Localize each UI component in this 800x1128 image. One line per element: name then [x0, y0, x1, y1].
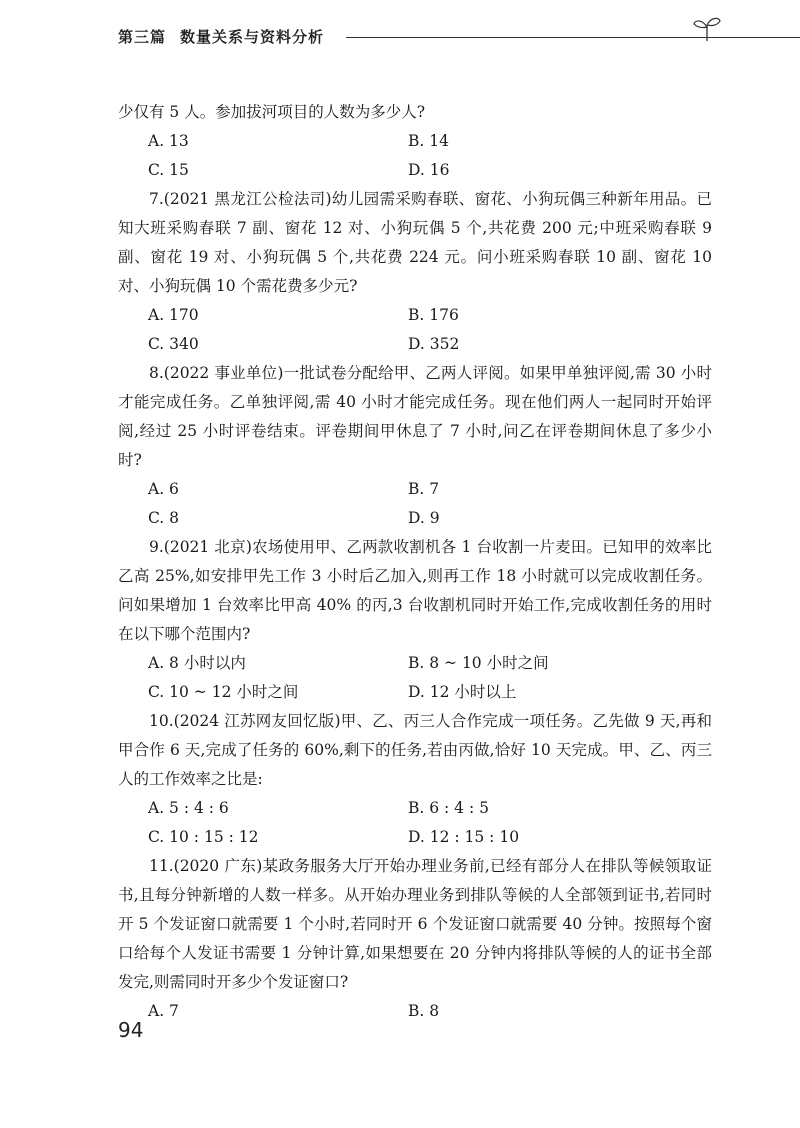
question-text: 8.(2022 事业单位)一批试卷分配给甲、乙两人评阅。如果甲单独评阅,需 30 小时才能完成任务。乙单独评阅,需 40 小时才能完成任务。现在他们两人一起同时开始评阅,经过 25 小时评卷结束。评卷期间甲休息了 7 小时,问乙在评卷期间休息了多少小时? — [118, 364, 712, 469]
answer-option: C. 340 — [148, 335, 199, 353]
header-section-title: 数量关系与资料分析 — [180, 28, 325, 46]
answer-option: D. 352 — [408, 335, 460, 353]
answer-option: B. 14 — [408, 132, 449, 150]
continued-text: 少仅有 5 人。参加拔河项目的人数为多少人? — [118, 103, 426, 121]
answer-options — [118, 475, 712, 533]
answer-options — [118, 997, 712, 1026]
answer-options — [118, 127, 712, 185]
answer-option: B. 8 — [408, 1002, 440, 1020]
page-content — [118, 98, 712, 1026]
answer-option: B. 6 : 4 : 5 — [408, 799, 489, 817]
answer-options — [118, 649, 712, 707]
answer-options — [118, 794, 712, 852]
header-title — [118, 26, 324, 47]
answer-option: B. 8 ~ 10 小时之间 — [408, 654, 549, 672]
answer-option: A. 7 — [148, 1002, 179, 1020]
answer-option: D. 12 : 15 : 10 — [408, 828, 520, 846]
header-part: 第三篇 — [118, 28, 167, 46]
answer-option: A. 8 小时以内 — [148, 654, 246, 672]
answer-option: C. 8 — [148, 509, 180, 527]
question-text: 10.(2024 江苏网友回忆版)甲、乙、丙三人合作完成一项任务。乙先做 9 天,再和甲合作 6 天,完成了任务的 60%,剩下的任务,若由丙做,恰好 10 天完成。甲、乙、丙三人的工作效率之比是: — [118, 712, 712, 788]
answer-option: A. 170 — [148, 306, 199, 324]
answer-option: A. 13 — [148, 132, 189, 150]
answer-option: C. 10 : 15 : 12 — [148, 828, 259, 846]
answer-option: A. 6 — [148, 480, 179, 498]
answer-option: D. 9 — [408, 509, 440, 527]
answer-option: B. 7 — [408, 480, 440, 498]
header-rule — [346, 37, 800, 38]
question-text: 9.(2021 北京)农场使用甲、乙两款收割机各 1 台收割一片麦田。已知甲的效率比乙高 25%,如安排甲先工作 3 小时后乙加入,则再工作 18 小时就可以完成收割任务。问如果增加 1 台效率比甲高 40% 的丙,3 台收割机同时开始工作,完成收割任务的用时在以下哪个范围内? — [118, 538, 712, 643]
running-header — [118, 18, 718, 58]
answer-option: C. 10 ~ 12 小时之间 — [148, 683, 299, 701]
answer-option: C. 15 — [148, 161, 189, 179]
answer-option: B. 176 — [408, 306, 459, 324]
answer-option: D. 12 小时以上 — [408, 683, 517, 701]
page-number: 94 — [118, 1018, 144, 1042]
question-text: 7.(2021 黑龙江公检法司)幼儿园需采购春联、窗花、小狗玩偶三种新年用品。已知大班采购春联 7 副、窗花 12 对、小狗玩偶 5 个,共花费 200 元;中班采购春联 9 副、窗花 19 对、小狗玩偶 5 个,共花费 224 元。问小班采购春联 10 副、窗花 10 对、小狗玩偶 10 个需花费多少元? — [118, 190, 712, 295]
question-text: 11.(2020 广东)某政务服务大厅开始办理业务前,已经有部分人在排队等候领取证书,且每分钟新增的人数一样多。从开始办理业务到排队等候的人全部领到证书,若同时开 5 个发证窗口就需要 1 个小时,若同时开 6 个发证窗口就需要 40 分钟。按照每个窗口给每个人发证书需要 1 分钟计算,如果想要在 20 分钟内将排队等候的人的证书全部发完,则需同时开多少个发证窗口? — [118, 857, 712, 991]
answer-options — [118, 301, 712, 359]
answer-option: A. 5 : 4 : 6 — [148, 799, 229, 817]
sprout-icon — [692, 16, 722, 42]
answer-option: D. 16 — [408, 161, 450, 179]
